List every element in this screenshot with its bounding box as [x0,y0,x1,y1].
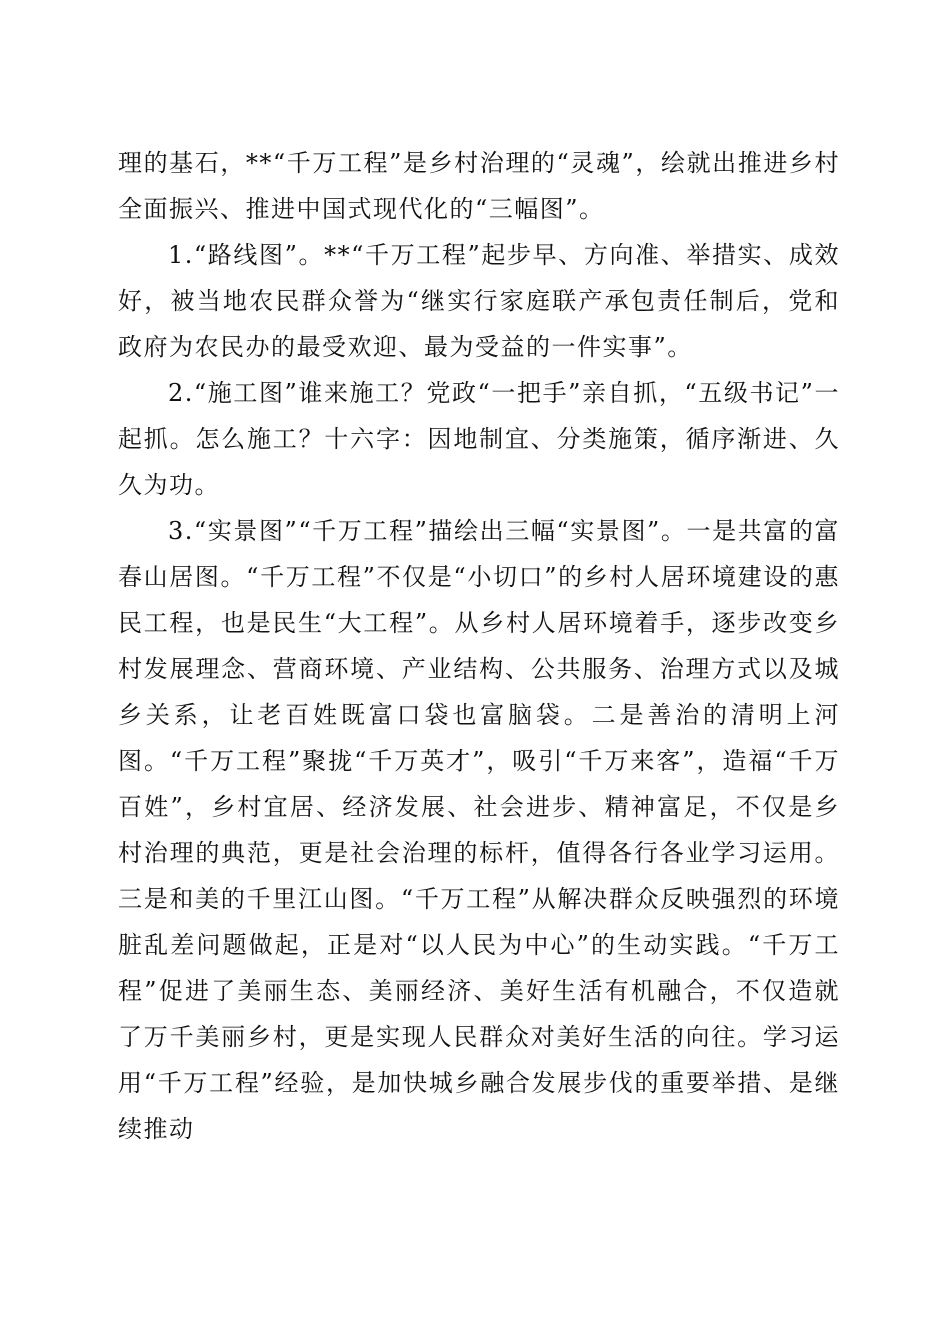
paragraph-roadmap: 1.“路线图”。**“千万工程”起步早、方向准、举措实、成效好，被当地农民群众誉为“继实行家庭联产承包责任制后，党和政府为农民办的最受欢迎、最为受益的一件实事”。 [118,241,840,361]
document-body [118,140,840,1152]
paragraph-realistic-scene: 3.“实景图”“千万工程”描绘出三幅“实景图”。一是共富的富春山居图。“千万工程”不仅是“小切口”的乡村人居环境建设的惠民工程，也是民生“大工程”。从乡村人居环境着手，逐步改变乡村发展理念、营商环境、产业结构、公共服务、治理方式以及城乡关系，让老百姓既富口袋也富脑袋。二是善治的清明上河图。“千万工程”聚拢“千万英才”，吸引“千万来客”，造福“千万百姓”，乡村宜居、经济发展、社会进步、精神富足，不仅是乡村治理的典范，更是社会治理的标杆，值得各行各业学习运用。三是和美的千里江山图。“千万工程”从解决群众反映强烈的环境脏乱差问题做起，正是对“以人民为中心”的生动实践。“千万工程”促进了美丽生态、美丽经济、美好生活有机融合，不仅造就了万千美丽乡村，更是实现人民群众对美好生活的向往。学习运用“千万工程”经验，是加快城乡融合发展步伐的重要举措、是继续推动 [118,517,840,1143]
paragraph-construction-plan: 2.“施工图”谁来施工？党政“一把手”亲自抓，“五级书记”一起抓。怎么施工？十六字：因地制宜、分类施策，循序渐进、久久为功。 [118,379,840,499]
paragraph-continuation: 理的基石，**“千万工程”是乡村治理的“灵魂”，绘就出推进乡村全面振兴、推进中国式现代化的“三幅图”。 [118,149,840,223]
